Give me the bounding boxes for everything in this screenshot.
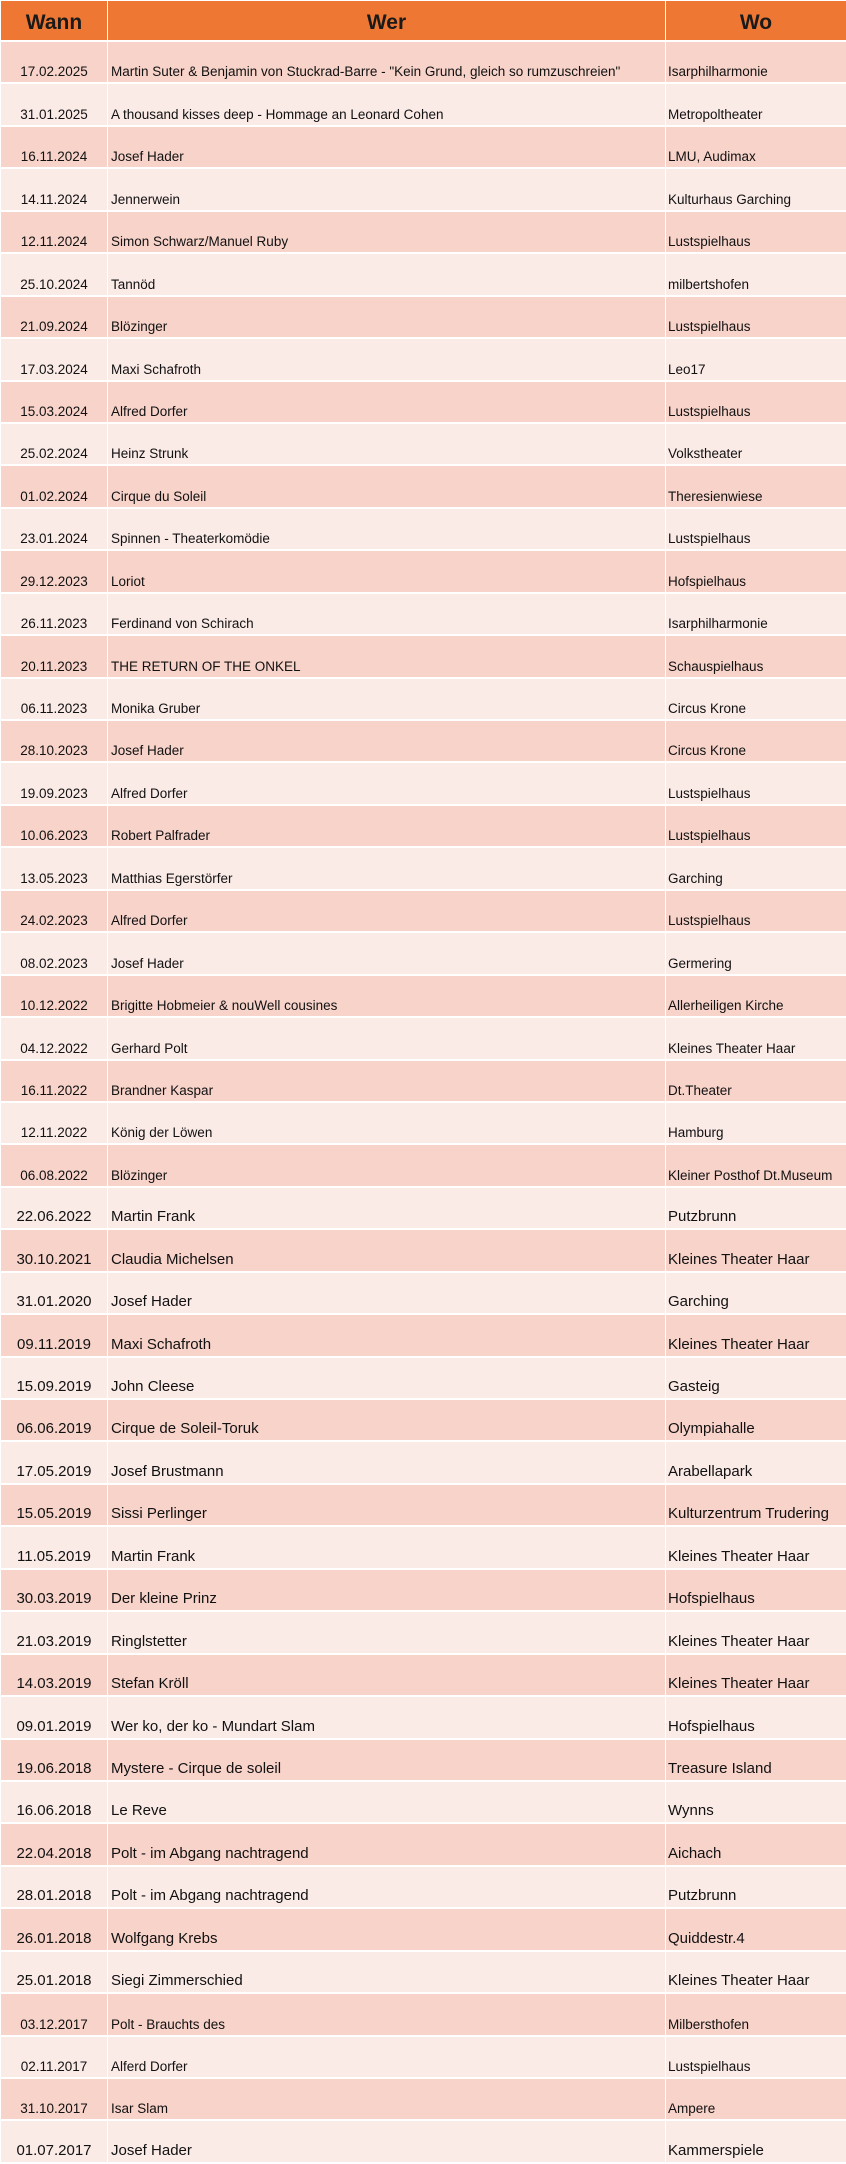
row-where: Treasure Island: [665, 1740, 846, 1780]
row-where: Germering: [665, 933, 846, 973]
row-date: 17.03.2024: [20, 361, 88, 377]
row-where: Lustspielhaus: [665, 212, 846, 252]
row-where: Volkstheater: [665, 424, 846, 464]
table-row: [1, 976, 846, 1018]
row-date: 09.01.2019: [16, 1717, 92, 1735]
row-who: Josef Hader: [107, 2121, 665, 2161]
row-who: Cirque du Soleil: [107, 466, 665, 506]
table-row: [1, 1612, 846, 1654]
row-date: 02.11.2017: [20, 2059, 88, 2074]
row-who: Maxi Schafroth: [107, 1315, 665, 1355]
row-date: 31.10.2017: [20, 2101, 88, 2117]
row-who: Loriot: [107, 551, 665, 591]
row-date: 13.05.2023: [20, 870, 88, 886]
row-date: 01.02.2024: [20, 488, 88, 504]
row-who: Maxi Schafroth: [107, 339, 665, 379]
row-where: Kleines Theater Haar: [665, 1655, 846, 1695]
row-date: 15.03.2024: [20, 403, 88, 419]
table-row: [1, 1740, 846, 1782]
row-date: 16.11.2022: [20, 1082, 88, 1098]
row-who: Blözinger: [107, 1145, 665, 1185]
row-who: Martin Suter & Benjamin von Stuckrad-Barre - "Kein Grund, gleich so rumzuschreien": [107, 42, 665, 82]
row-who: Der kleine Prinz: [107, 1570, 665, 1610]
row-date: 28.01.2018: [16, 1887, 92, 1905]
row-where: Isarphilharmonie: [665, 42, 846, 82]
row-who: Spinnen - Theaterkomödie: [107, 509, 665, 549]
table-row: [1, 891, 846, 933]
row-where: Garching: [665, 1273, 846, 1313]
row-where: Kulturhaus Garching: [665, 169, 846, 209]
table-row: [1, 1485, 846, 1527]
table-row: [1, 1273, 846, 1315]
row-who: Alfred Dorfer: [107, 891, 665, 931]
table-row: [1, 1442, 846, 1484]
table-row: [1, 594, 846, 636]
row-who: Josef Hader: [107, 1273, 665, 1313]
table-row: [1, 848, 846, 890]
row-date: 06.11.2023: [20, 701, 88, 716]
row-where: Kleines Theater Haar: [665, 1527, 846, 1567]
row-who: John Cleese: [107, 1358, 665, 1398]
table-row: [1, 933, 846, 975]
row-date: 15.05.2019: [16, 1505, 92, 1523]
row-who: Alfred Dorfer: [107, 763, 665, 803]
row-where: Garching: [665, 848, 846, 888]
row-date: 06.06.2019: [16, 1420, 92, 1438]
row-where: Kleines Theater Haar: [665, 1952, 846, 1992]
row-who: Brigitte Hobmeier & nouWell cousines: [107, 976, 665, 1016]
row-who: Alfred Dorfer: [107, 382, 665, 422]
table-row: [1, 1570, 846, 1612]
events-table: [1, 1, 846, 2164]
row-where: Hofspielhaus: [665, 1570, 846, 1610]
row-who: Sissi Perlinger: [107, 1485, 665, 1525]
table-row: [1, 679, 846, 721]
row-who: Le Reve: [107, 1782, 665, 1822]
row-where: Aichach: [665, 1824, 846, 1864]
row-date: 08.02.2023: [20, 955, 88, 971]
row-where: Arabellapark: [665, 1442, 846, 1482]
row-where: Hamburg: [665, 1103, 846, 1143]
table-row: [1, 1230, 846, 1272]
table-row: [1, 721, 846, 763]
table-row: [1, 1867, 846, 1909]
row-who: Polt - im Abgang nachtragend: [107, 1867, 665, 1907]
table-row: [1, 509, 846, 551]
row-where: Quiddestr.4: [665, 1909, 846, 1949]
table-row: [1, 2037, 846, 2079]
row-who: Wolfgang Krebs: [107, 1909, 665, 1949]
row-date: 31.01.2020: [16, 1293, 92, 1311]
row-where: Schauspielhaus: [665, 636, 846, 676]
row-date: 16.11.2024: [20, 149, 88, 165]
row-where: Kleines Theater Haar: [665, 1612, 846, 1652]
table-row: [1, 1358, 846, 1400]
row-where: Milbersthofen: [665, 1994, 846, 2034]
row-date: 30.03.2019: [16, 1590, 92, 1608]
table-row: [1, 1952, 846, 1994]
row-where: Olympiahalle: [665, 1400, 846, 1440]
row-who: Ringlstetter: [107, 1612, 665, 1652]
table-row: [1, 806, 846, 848]
row-where: Lustspielhaus: [665, 806, 846, 846]
row-where: Lustspielhaus: [665, 763, 846, 803]
row-where: Lustspielhaus: [665, 509, 846, 549]
row-where: Lustspielhaus: [665, 2037, 846, 2077]
row-who: Simon Schwarz/Manuel Ruby: [107, 212, 665, 252]
row-date: 15.09.2019: [16, 1378, 92, 1395]
row-where: LMU, Audimax: [665, 127, 846, 167]
row-where: Leo17: [665, 339, 846, 379]
row-who: Blözinger: [107, 297, 665, 337]
table-row: [1, 424, 846, 466]
row-date: 22.04.2018: [16, 1844, 92, 1862]
row-date: 25.10.2024: [20, 276, 88, 292]
row-where: Kleines Theater Haar: [665, 1230, 846, 1270]
row-who: Mystere - Cirque de soleil: [107, 1740, 665, 1780]
row-date: 09.11.2019: [17, 1335, 91, 1353]
table-row: [1, 1697, 846, 1739]
row-where: Hofspielhaus: [665, 551, 846, 591]
row-who: Robert Palfrader: [107, 806, 665, 846]
row-date: 19.09.2023: [20, 785, 88, 801]
table-row: [1, 1145, 846, 1187]
table-row: [1, 297, 846, 339]
row-date: 17.05.2019: [16, 1462, 92, 1480]
row-where: Gasteig: [665, 1358, 846, 1398]
row-where: Lustspielhaus: [665, 891, 846, 931]
row-who: Gerhard Polt: [107, 1018, 665, 1058]
row-date: 21.09.2024: [20, 319, 88, 335]
row-who: Siegi Zimmerschied: [107, 1952, 665, 1992]
row-where: Ampere: [665, 2079, 846, 2119]
table-row: [1, 1782, 846, 1824]
table-row: [1, 1018, 846, 1060]
row-who: Josef Hader: [107, 721, 665, 761]
table-row: [1, 2079, 846, 2121]
header-where: Wo: [665, 1, 846, 40]
row-who: A thousand kisses deep - Hommage an Leonard Cohen: [107, 84, 665, 124]
row-who: Wer ko, der ko - Mundart Slam: [107, 1697, 665, 1737]
row-where: Kulturzentrum Trudering: [665, 1485, 846, 1525]
row-where: Wynns: [665, 1782, 846, 1822]
table-row: [1, 339, 846, 381]
row-who: Brandner Kaspar: [107, 1061, 665, 1101]
row-date: 23.01.2024: [20, 531, 88, 547]
table-row: [1, 1655, 846, 1697]
row-where: Metropoltheater: [665, 84, 846, 124]
table-row: [1, 169, 846, 211]
table-header: [1, 1, 846, 42]
row-where: Kammerspiele: [665, 2121, 846, 2161]
row-date: 12.11.2022: [20, 1125, 88, 1141]
row-where: Theresienwiese: [665, 466, 846, 506]
row-where: Lustspielhaus: [665, 297, 846, 337]
row-who: Tannöd: [107, 254, 665, 294]
table-row: [1, 1994, 846, 2036]
row-where: Kleines Theater Haar: [665, 1315, 846, 1355]
row-who: Isar Slam: [107, 2079, 665, 2119]
row-where: Putzbrunn: [665, 1867, 846, 1907]
table-row: [1, 1909, 846, 1951]
row-date: 29.12.2023: [20, 573, 88, 589]
table-row: [1, 42, 846, 84]
table-row: [1, 1400, 846, 1442]
table-row: [1, 551, 846, 593]
table-row: [1, 254, 846, 296]
header-when: Wann: [25, 10, 83, 34]
row-who: Heinz Strunk: [107, 424, 665, 464]
row-date: 22.06.2022: [16, 1208, 92, 1226]
row-who: Claudia Michelsen: [107, 1230, 665, 1270]
table-row: [1, 84, 846, 126]
row-date: 26.01.2018: [16, 1929, 92, 1947]
row-where: Circus Krone: [665, 721, 846, 761]
table-row: [1, 636, 846, 678]
row-who: Polt - Brauchts des: [107, 1994, 665, 2034]
row-who: Cirque de Soleil-Toruk: [107, 1400, 665, 1440]
table-row: [1, 2121, 846, 2163]
row-date: 20.11.2023: [20, 658, 88, 674]
row-who: Monika Gruber: [107, 679, 665, 719]
row-where: Lustspielhaus: [665, 382, 846, 422]
row-who: Alferd Dorfer: [107, 2037, 665, 2077]
row-who: König der Löwen: [107, 1103, 665, 1143]
row-date: 03.12.2017: [20, 2016, 88, 2032]
row-date: 25.01.2018: [16, 1972, 92, 1990]
row-where: Hofspielhaus: [665, 1697, 846, 1737]
table-row: [1, 127, 846, 169]
row-where: Kleines Theater Haar: [665, 1018, 846, 1058]
row-where: Allerheiligen Kirche: [665, 976, 846, 1016]
table-row: [1, 1527, 846, 1569]
table-row: [1, 763, 846, 805]
row-date: 19.06.2018: [16, 1759, 92, 1777]
row-date: 24.02.2023: [20, 913, 88, 929]
row-who: Josef Hader: [107, 933, 665, 973]
table-row: [1, 1103, 846, 1145]
row-date: 21.03.2019: [16, 1632, 92, 1650]
table-row: [1, 1824, 846, 1866]
row-where: Kleiner Posthof Dt.Museum: [665, 1145, 846, 1185]
row-who: Josef Brustmann: [107, 1442, 665, 1482]
row-who: THE RETURN OF THE ONKEL: [107, 636, 665, 676]
table-body: [1, 42, 846, 2164]
row-who: Ferdinand von Schirach: [107, 594, 665, 634]
row-date: 31.01.2025: [20, 106, 88, 122]
row-date: 25.02.2024: [20, 446, 88, 462]
row-where: Circus Krone: [665, 679, 846, 719]
row-who: Stefan Kröll: [107, 1655, 665, 1695]
row-date: 10.12.2022: [20, 998, 88, 1014]
table-row: [1, 466, 846, 508]
row-date: 14.11.2024: [20, 191, 88, 207]
row-where: Dt.Theater: [665, 1061, 846, 1101]
row-date: 16.06.2018: [16, 1802, 92, 1820]
table-row: [1, 382, 846, 424]
row-where: Isarphilharmonie: [665, 594, 846, 634]
row-who: Martin Frank: [107, 1527, 665, 1567]
table-row: [1, 212, 846, 254]
row-date: 14.03.2019: [16, 1675, 92, 1693]
row-who: Josef Hader: [107, 127, 665, 167]
row-date: 12.11.2024: [20, 234, 88, 250]
row-who: Jennerwein: [107, 169, 665, 209]
row-who: Martin Frank: [107, 1188, 665, 1228]
row-date: 11.05.2019: [17, 1547, 91, 1565]
row-date: 01.07.2017: [16, 2141, 92, 2159]
row-date: 26.11.2023: [20, 616, 88, 632]
table-row: [1, 1061, 846, 1103]
row-who: Polt - im Abgang nachtragend: [107, 1824, 665, 1864]
table-row: [1, 1315, 846, 1357]
row-date: 06.08.2022: [20, 1167, 88, 1183]
row-where: milbertshofen: [665, 254, 846, 294]
row-who: Matthias Egerstörfer: [107, 848, 665, 888]
header-who: Wer: [107, 1, 665, 40]
row-date: 04.12.2022: [20, 1040, 88, 1056]
row-where: Putzbrunn: [665, 1188, 846, 1228]
table-row: [1, 1188, 846, 1230]
row-date: 17.02.2025: [20, 64, 88, 80]
row-date: 10.06.2023: [20, 828, 88, 844]
row-date: 28.10.2023: [20, 743, 88, 759]
row-date: 30.10.2021: [16, 1250, 92, 1268]
